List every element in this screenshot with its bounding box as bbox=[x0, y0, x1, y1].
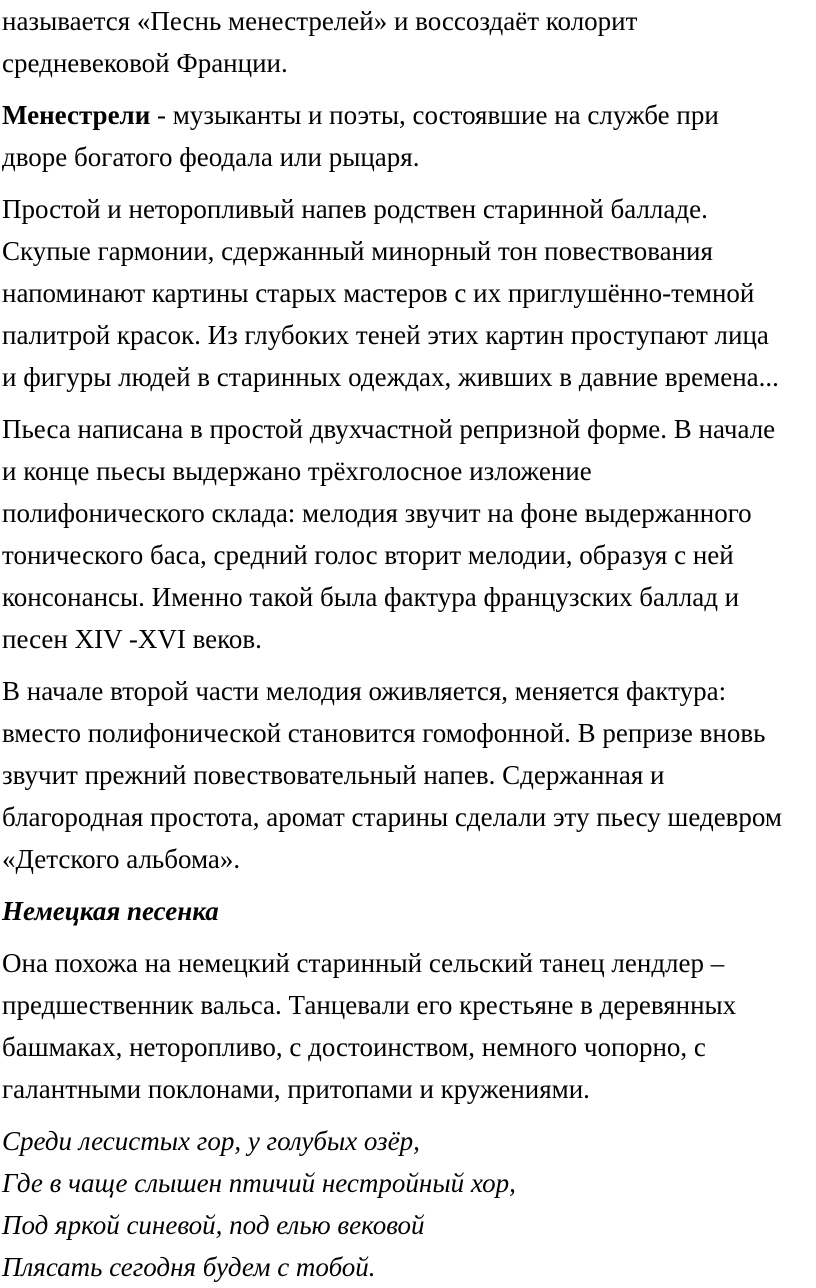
text-line: благородная простота, аромат старины сделали эту пьесу шедевром bbox=[2, 802, 782, 832]
text-line: башмаках, неторопливо, с достоинством, немного чопорно, с bbox=[2, 1032, 706, 1062]
text-line: консонансы. Именно такой была фактура французских баллад и bbox=[2, 582, 740, 612]
text-line: и конце пьесы выдержано трёхголосное изложение bbox=[2, 456, 592, 486]
poem-line: Плясать сегодня будем с тобой. bbox=[2, 1252, 376, 1282]
text-line: и фигуры людей в старинных одеждах, живших в давние времена... bbox=[2, 362, 779, 392]
text-line: галантными поклонами, притопами и кружениями. bbox=[2, 1074, 590, 1104]
text-line: звучит прежний повествовательный напев. Сдержанная и bbox=[2, 760, 665, 790]
text-line: Она похожа на немецкий старинный сельский танец лендлер – bbox=[2, 948, 725, 978]
text-line: Пьеса написана в простой двухчастной репризной форме. В начале bbox=[2, 414, 776, 444]
minstrels-term: Менестрели bbox=[2, 100, 151, 130]
text-line: «Детского альбома». bbox=[2, 844, 241, 874]
second-part-paragraph bbox=[2, 670, 814, 880]
poem-line: Где в чаще слышен птичий нестройный хор, bbox=[2, 1168, 516, 1198]
melody-paragraph bbox=[2, 188, 814, 398]
text-line: тонического баса, средний голос вторит мелодии, образуя с ней bbox=[2, 540, 734, 570]
poem-line: Под яркой синевой, под елью вековой bbox=[2, 1210, 425, 1240]
intro-paragraph bbox=[2, 0, 814, 84]
dance-paragraph bbox=[2, 942, 814, 1110]
text-line: напоминают картины старых мастеров с их приглушённо-темной bbox=[2, 278, 755, 308]
text-line: песен XIV -XVI веков. bbox=[2, 624, 262, 654]
text-line: В начале второй части мелодия оживляется, меняется фактура: bbox=[2, 676, 727, 706]
poem-line: Среди лесистых гор, у голубых озёр, bbox=[2, 1126, 420, 1156]
text-line: Простой и неторопливый напев родствен старинной балладе. bbox=[2, 194, 708, 224]
form-paragraph bbox=[2, 408, 814, 660]
section-heading: Немецкая песенка bbox=[2, 896, 219, 926]
minstrels-definition: - музыканты и поэты, состоявшие на службе при bbox=[150, 100, 719, 130]
text-line: Скупые гармонии, сдержанный минорный тон повествования bbox=[2, 236, 713, 266]
text-line: палитрой красок. Из глубоких теней этих картин проступают лица bbox=[2, 320, 769, 350]
poem-stanza bbox=[2, 1120, 814, 1288]
text-line: дворе богатого феодала или рыцаря. bbox=[2, 142, 420, 172]
minstrels-definition-paragraph bbox=[2, 94, 814, 178]
section-heading-block bbox=[2, 890, 814, 932]
text-line: называется «Песнь менестрелей» и воссоздаёт колорит bbox=[2, 6, 638, 36]
text-line: полифонического склада: мелодия звучит на фоне выдержанного bbox=[2, 498, 752, 528]
text-line: предшественник вальса. Танцевали его крестьяне в деревянных bbox=[2, 990, 737, 1020]
text-line: средневековой Франции. bbox=[2, 48, 288, 78]
text-line: вместо полифонической становится гомофонной. В репризе вновь bbox=[2, 718, 766, 748]
text-line bbox=[2, 94, 814, 136]
document-page bbox=[2, 0, 814, 1288]
